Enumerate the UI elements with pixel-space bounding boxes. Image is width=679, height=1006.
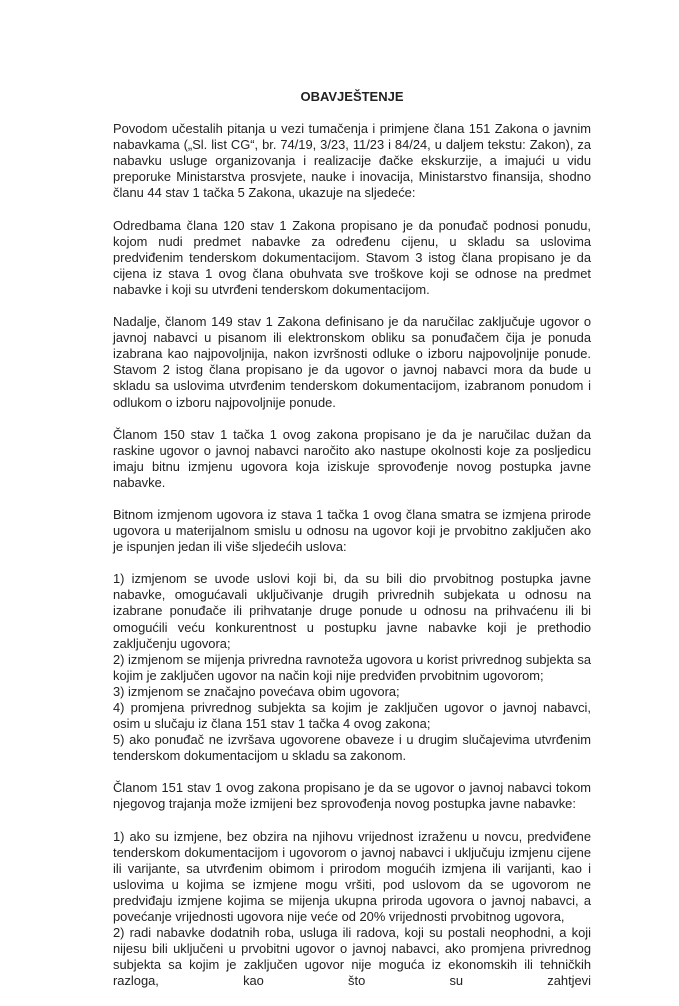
- list-item: 2) izmjenom se mijenja privredna ravnoteža ugovora u korist privrednog subjekta sa kojim je zaključen ugovor na način koji nije predviđen prvobitnim ugovorom;: [113, 651, 591, 683]
- conditions-list: [113, 571, 591, 764]
- paragraph-article-150: Članom 150 stav 1 tačka 1 ovog zakona propisano je da je naručilac dužan da raskine ugovor o javnoj nabavci naročito ako nastupe okolnosti koje za posljedicu imaju bitnu izmjenu ugovora koja iziskuje sprovođenje novog postupka javne nabavke.: [113, 426, 591, 490]
- paragraph-article-120: Odredbama člana 120 stav 1 Zakona propisano je da ponuđač podnosi ponudu, kojom nudi predmet nabavke za određenu cijenu, u skladu sa uslovima predviđenim tenderskom dokumentacijom. Stavom 3 istog člana propisano je da cijena iz stava 1 ovog člana obuhvata sve troškove koji se odnose na predmet nabavke i koji su utvrđeni tenderskom dokumentacijom.: [113, 217, 591, 297]
- paragraph-intro: Povodom učestalih pitanja u vezi tumačenja i primjene člana 151 Zakona o javnim nabavkama („Sl. list CG“, br. 74/19, 3/23, 11/23 i 84/24, u daljem tekstu: Zakon), za nabavku usluge organizovanja i realizacije đačke ekskurzije, a imajući u vidu preporuke Ministarstva prosvjete, nauke i inovacija, Ministarstvo finansija, shodno članu 44 stav 1 tačka 5 Zakona, ukazuje na sljedeće:: [113, 121, 591, 201]
- modifications-list: [113, 829, 591, 990]
- list-item: 3) izmjenom se značajno povećava obim ugovora;: [113, 683, 400, 699]
- list-item: 2) radi nabavke dodatnih roba, usluga ili radova, koji su postali neophodni, a koji nijesu bili uključeni u prvobitni ugovor o javnoj nabavci, ako promjena privrednog subjekta sa kojim je zaključen ugovor nije moguća iz ekonomskih ili tehničkih razloga, kao što su zahtjevi: [113, 925, 591, 989]
- list-item: 1) izmjenom se uvode uslovi koji bi, da su bili dio prvobitnog postupka javne nabavke, omogućavali uključivanje drugih privrednih subjekata u odnosu na izabrane ponuđače ili prihvatanje druge ponude u odnosu na prihvaćenu ili bi omogućili veću konkurentnost u postupku javne nabavke koji je prethodio zaključenju ugovora;: [113, 571, 591, 651]
- document-page: [113, 89, 591, 1006]
- list-item: 4) promjena privrednog subjekta sa kojim je zaključen ugovor o javnoj nabavci, osim u slučaju iz člana 151 stav 1 tačka 4 ovog zakona;: [113, 700, 591, 732]
- document-title: OBAVJEŠTENJE: [300, 89, 404, 104]
- list-item: 1) ako su izmjene, bez obzira na njihovu vrijednost izraženu u novcu, predviđene tenderskom dokumentacijom i ugovorom o javnoj nabavci i uključuju izmjenu cijene ili varijante, sa utvrđenim obimom i prirodom mogućih izmjena ili varijanti, kao i uslovima u kojima se izmjene mogu vršiti, pod uslovom da se ugovorom ne predviđaju izmjene kojima se mijenja ukupna priroda ugovora o javnoj nabavci, a povećanje vrijednosti ugovora nije veće od 20% vrijednosti prvobitnog ugovora,: [113, 828, 591, 925]
- paragraph-material-change: Bitnom izmjenom ugovora iz stava 1 tačka 1 ovog člana smatra se izmjena prirode ugovora u materijalnom smislu u odnosu na ugovor koji je prvobitno zaključen ako je ispunjen jedan ili više sljedećih uslova:: [113, 506, 591, 555]
- paragraph-article-149: Nadalje, članom 149 stav 1 Zakona definisano je da naručilac zaključuje ugovor o javnoj nabavci u pisanom ili elektronskom obliku sa ponuđačem čija je ponuda izabrana kao najpovoljnija, nakon izvršnosti odluke o izboru najpovoljnije ponude. Stavom 2 istog člana propisano je da ugovor o javnoj nabavci mora da bude u skladu sa uslovima utvrđenim tenderskom dokumentacijom, izabranom ponudom i odlukom o izboru najpovoljnije ponude.: [113, 314, 591, 410]
- list-item: 5) ako ponuđač ne izvršava ugovorene obaveze i u drugim slučajevima utvrđenim tenderskom dokumentacijom u skladu sa zakonom.: [113, 732, 591, 764]
- paragraph-article-151: Članom 151 stav 1 ovog zakona propisano je da se ugovor o javnoj nabavci tokom njegovog trajanja može izmijeni bez sprovođenja novog postupka javne nabavke:: [113, 780, 591, 812]
